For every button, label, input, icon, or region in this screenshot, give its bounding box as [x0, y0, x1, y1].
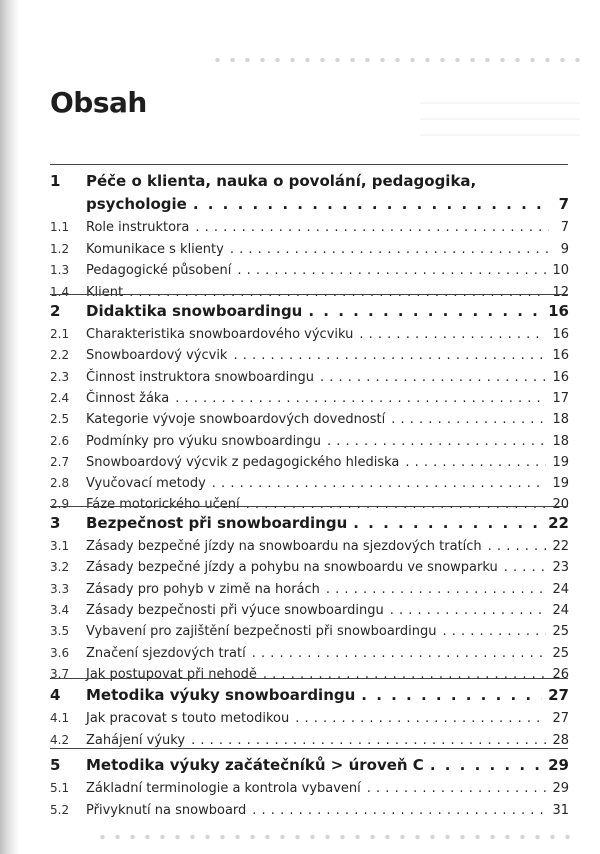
entry-page-number: 20: [552, 497, 569, 513]
entry-title: Činnost žáka: [86, 390, 170, 406]
dot-leader: [504, 560, 547, 575]
chapter-page-number: 16: [548, 302, 569, 320]
entry-page-number: 9: [560, 241, 569, 257]
entry-number: 5.1: [50, 781, 70, 795]
dot-leader: [361, 686, 542, 704]
toc-entry[interactable]: [50, 711, 569, 726]
entry-title: Zásady bezpečné jízdy na snowboardu na sjezdových tratích: [86, 539, 482, 554]
toc-entry[interactable]: [50, 603, 569, 618]
bleed-through-text: [420, 88, 580, 148]
entry-title: Charakteristika snowboardového výcviku: [86, 327, 354, 342]
entry-title: Zahájení výuky: [86, 732, 186, 748]
entry-title: Činnost instruktora snowboardingu: [86, 369, 314, 385]
entry-number: 4.1: [50, 711, 70, 725]
entry-page-number: 24: [552, 602, 569, 618]
dot-leader: [390, 603, 547, 618]
dot-leader: [233, 348, 546, 363]
entry-number: 3.4: [50, 602, 70, 617]
toc-entry[interactable]: [50, 733, 569, 748]
entry-title: Zásady pro pohyb v zimě na horách: [86, 581, 320, 597]
toc-entry[interactable]: [50, 370, 569, 385]
dot-leader: [326, 582, 547, 597]
entry-number: 2.7: [50, 454, 70, 469]
dot-leader: [353, 514, 542, 532]
dot-leader: [359, 327, 546, 342]
entry-title: Pedagogické působení: [86, 263, 232, 278]
toc-entry[interactable]: [50, 220, 569, 235]
dot-leader: [295, 711, 546, 726]
entry-page-number: 29: [552, 781, 569, 796]
toc-entry[interactable]: [50, 327, 569, 342]
chapter-page-number: 7: [558, 195, 569, 213]
entry-page-number: 27: [552, 711, 569, 726]
chapter-title-line2: psychologie: [86, 195, 187, 213]
toc-entry[interactable]: [50, 539, 569, 554]
entry-page-number: 25: [552, 645, 569, 661]
chapter-heading[interactable]: [50, 514, 569, 532]
chapter-heading[interactable]: [50, 686, 569, 704]
toc-entry[interactable]: [50, 285, 569, 300]
entry-title: Vyučovací metody: [86, 476, 206, 492]
dot-leader: [320, 370, 547, 385]
toc-entry[interactable]: [50, 667, 569, 682]
chapter-heading[interactable]: [50, 172, 569, 190]
chapter-divider: [50, 164, 568, 165]
dot-leader: [175, 391, 546, 406]
entry-title: Zásady bezpečné jízdy a pohybu na snowboardu ve snowparku: [86, 560, 498, 576]
chapter-title: Bezpečnost při snowboardingu: [86, 514, 348, 532]
dot-leader: [443, 624, 547, 639]
toc-entry[interactable]: [50, 391, 569, 406]
entry-number: 2.2: [50, 348, 70, 363]
entry-page-number: 17: [552, 390, 569, 406]
toc-entry[interactable]: [50, 412, 569, 427]
chapter-heading[interactable]: [50, 756, 569, 774]
entry-number: 3.3: [50, 581, 70, 596]
chapter-heading-continued[interactable]: [50, 195, 569, 213]
toc-entry[interactable]: [50, 646, 569, 661]
dot-leader: [129, 285, 546, 300]
dot-leader: [230, 242, 549, 257]
entry-title: Vybavení pro zajištění bezpečnosti při snowboardingu: [86, 624, 437, 640]
entry-page-number: 22: [552, 539, 569, 554]
chapter-divider: [50, 294, 568, 295]
entry-number: 3.1: [50, 539, 70, 553]
chapter-number: 3: [50, 514, 61, 532]
entry-page-number: 24: [552, 581, 569, 597]
entry-number: 3.2: [50, 560, 70, 575]
entry-title: Kategorie vývoje snowboardových dovedností: [86, 412, 386, 428]
entry-page-number: 26: [552, 666, 569, 682]
entry-number: 1.3: [50, 263, 70, 277]
entry-number: 2.8: [50, 476, 70, 491]
dot-leader: [193, 195, 549, 213]
entry-page-number: 16: [552, 348, 569, 364]
toc-entry[interactable]: [50, 497, 569, 512]
chapter-title: Metodika výuky začátečníků > úroveň C: [86, 756, 424, 774]
entry-number: 1.4: [50, 284, 70, 299]
entry-page-number: 18: [552, 433, 569, 449]
entry-title: Klient: [86, 284, 124, 300]
entry-title: Fáze motorického učení: [86, 497, 240, 513]
dot-leader: [308, 302, 542, 320]
chapter-divider: [50, 678, 568, 679]
dot-leader: [252, 646, 547, 661]
entry-page-number: 18: [552, 412, 569, 428]
entry-title: Základní terminologie a kontrola vybavení: [86, 781, 361, 796]
entry-title: Přivyknutí na snowboard: [86, 802, 247, 818]
chapter-title: Didaktika snowboardingu: [86, 302, 303, 320]
entry-title: Komunikace s klienty: [86, 241, 224, 257]
toc-entry[interactable]: [50, 624, 569, 639]
entry-page-number: 10: [552, 263, 569, 278]
dot-leader: [367, 781, 547, 796]
entry-number: 1.1: [50, 220, 70, 234]
entry-number: 3.5: [50, 624, 70, 639]
dot-leader: [327, 434, 546, 449]
chapter-number: 4: [50, 686, 61, 704]
entry-page-number: 19: [552, 454, 569, 470]
entry-page-number: 23: [552, 560, 569, 576]
entry-page-number: 16: [552, 369, 569, 385]
dot-leader: [391, 412, 546, 427]
entry-title: Zásady bezpečnosti při výuce snowboardingu: [86, 602, 384, 618]
chapter-heading[interactable]: [50, 302, 569, 320]
entry-page-number: 7: [560, 220, 569, 235]
dot-leader: [191, 733, 546, 748]
dot-leader: [195, 220, 549, 235]
toc-entry[interactable]: [50, 263, 569, 278]
entry-number: 2.1: [50, 327, 70, 341]
entry-number: 3.6: [50, 645, 70, 660]
decorative-dot-row-top: [210, 57, 580, 63]
toc-entry[interactable]: [50, 242, 569, 257]
entry-title: Jak postupovat při nehodě: [86, 666, 257, 682]
toc-entry[interactable]: [50, 455, 569, 470]
entry-number: 5.2: [50, 802, 70, 817]
chapter-page-number: 27: [548, 686, 569, 704]
chapter-number: 5: [50, 756, 61, 774]
entry-title: Snowboardový výcvik z pedagogického hlediska: [86, 454, 400, 470]
entry-page-number: 28: [552, 732, 569, 748]
toc-entry[interactable]: [50, 434, 569, 449]
page-title: Obsah: [50, 86, 147, 119]
dot-leader: [405, 455, 546, 470]
dot-leader: [252, 803, 546, 818]
entry-page-number: 25: [552, 624, 569, 640]
chapter-page-number: 22: [548, 514, 569, 532]
dot-leader: [246, 497, 547, 512]
entry-number: 3.7: [50, 666, 70, 681]
toc-entry[interactable]: [50, 476, 569, 491]
entry-number: 4.2: [50, 732, 70, 747]
dot-leader: [212, 476, 547, 491]
chapter-number: 2: [50, 302, 61, 320]
toc-entry[interactable]: [50, 803, 569, 818]
dot-leader: [237, 263, 546, 278]
entry-number: 2.3: [50, 369, 70, 384]
chapter-title: Péče o klienta, nauka o povolání, pedagogika,: [86, 172, 477, 190]
dot-leader: [430, 756, 542, 774]
entry-number: 1.2: [50, 241, 70, 256]
chapter-number: 1: [50, 172, 61, 190]
entry-title: Jak pracovat s touto metodikou: [86, 711, 290, 726]
decorative-dot-row-bottom: [95, 834, 580, 840]
entry-page-number: 31: [552, 802, 569, 818]
entry-title: Role instruktora: [86, 220, 190, 235]
entry-title: Snowboardový výcvik: [86, 348, 228, 364]
entry-title: Podmínky pro výuku snowboardingu: [86, 433, 321, 449]
toc-entry[interactable]: [50, 348, 569, 363]
toc-entry[interactable]: [50, 582, 569, 597]
toc-entry[interactable]: [50, 560, 569, 575]
entry-number: 2.6: [50, 433, 70, 448]
dot-leader: [263, 667, 547, 682]
book-spine-shadow: [0, 0, 20, 854]
entry-page-number: 16: [552, 327, 569, 342]
chapter-title: Metodika výuky snowboardingu: [86, 686, 356, 704]
entry-page-number: 19: [552, 476, 569, 492]
entry-number: 2.4: [50, 390, 70, 405]
entry-number: 2.5: [50, 412, 70, 427]
entry-number: 2.9: [50, 497, 70, 512]
dot-leader: [488, 539, 547, 554]
chapter-page-number: 29: [548, 756, 569, 774]
chapter-divider: [50, 506, 568, 507]
toc-entry[interactable]: [50, 781, 569, 796]
chapter-divider: [50, 748, 568, 749]
entry-title: Značení sjezdových tratí: [86, 645, 246, 661]
entry-page-number: 12: [552, 284, 569, 300]
